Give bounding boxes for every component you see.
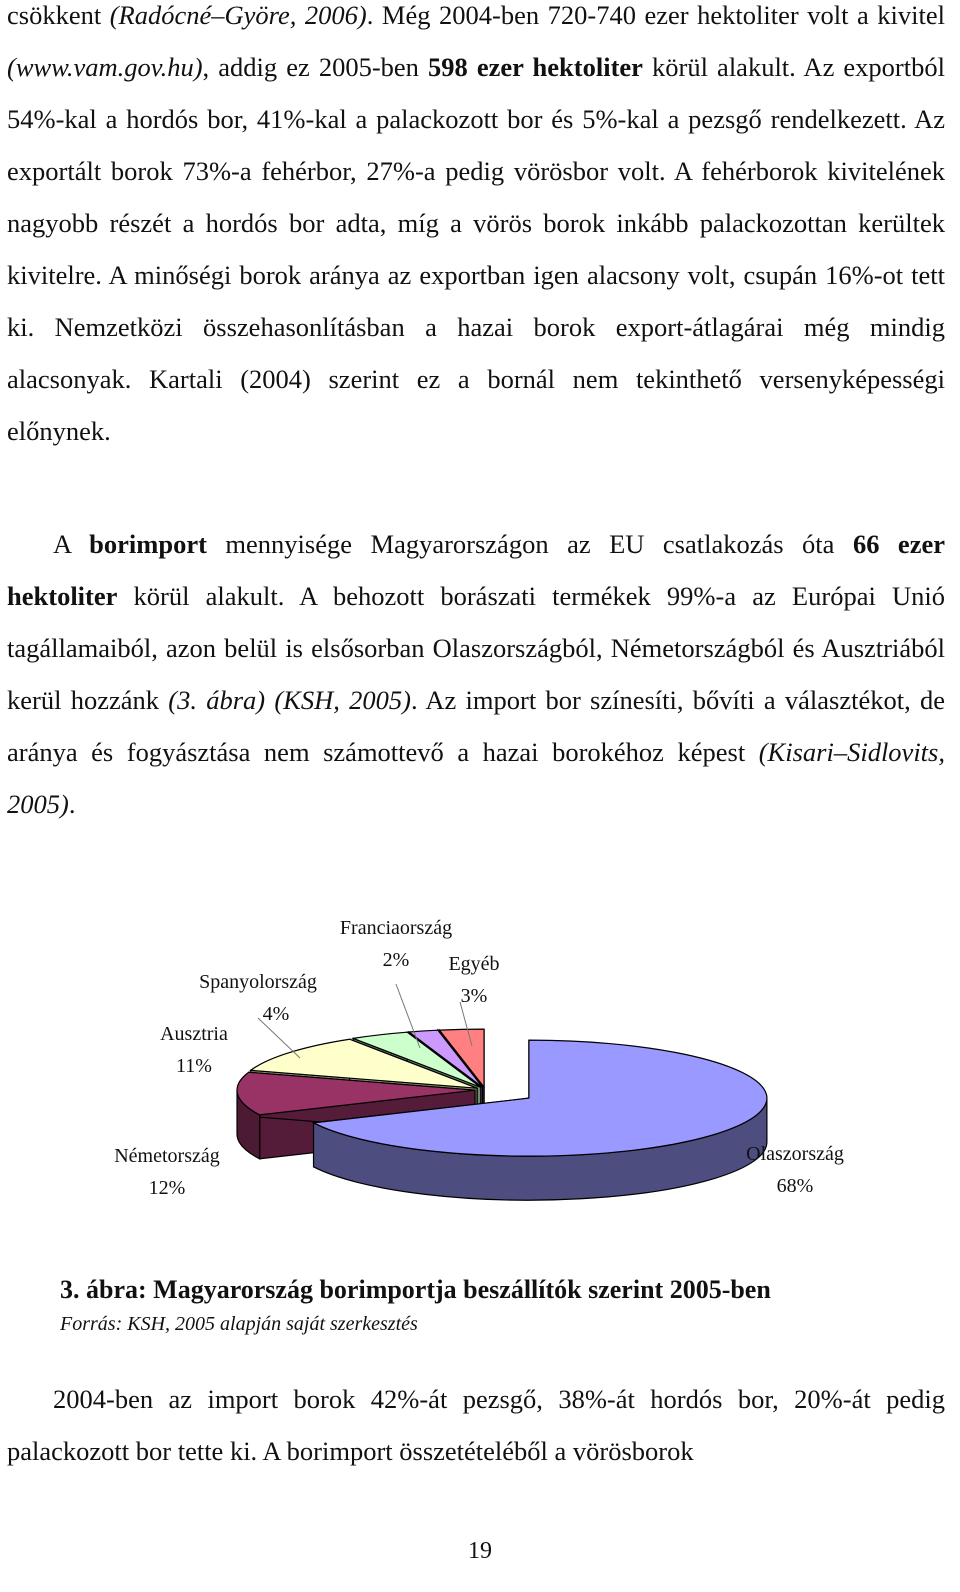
data-label-value: 4% [262, 1003, 290, 1025]
data-label-value: 2% [382, 949, 410, 971]
paragraph-export [7, 0, 945, 457]
text-run: (3. ábra) (KSH, 2005) [168, 685, 411, 715]
text-run: 2004-ben az import borok 42%-át pezsgő, 38%-át hordós bor, 20%-át pedig palackozott bor tette ki. A borimport összetételéből a vörösborok [7, 1384, 945, 1466]
paragraph-composition [7, 1373, 945, 1477]
pie-chart-svg [0, 890, 960, 1240]
text-run: (Kisari–Sidlovits, 2005) [7, 737, 945, 819]
data-label-name: Olaszország [746, 1143, 844, 1165]
text-run: A [53, 529, 90, 559]
text-run: (www.vam.gov.hu) [7, 52, 203, 82]
text-run: 66 ezer hektoliter [7, 529, 945, 611]
data-label-value: 68% [776, 1175, 814, 1197]
page-number: 19 [468, 1538, 492, 1564]
data-label-value: 12% [148, 1177, 186, 1199]
data-label-value: 11% [176, 1055, 212, 1077]
text-run: körül alakult. A behozott borászati termékek 99%-a az Európai Unió tagállamaiból, azon belül is elsősorban Olaszországból, Németországból és Ausztriából kerül hozzánk [7, 581, 945, 715]
text-run: , addig ez 2005-ben [202, 52, 429, 82]
data-label-name: Spanyolország [199, 971, 317, 993]
data-label-name: Németország [114, 1145, 220, 1167]
text-run: (Radócné–Györe, 2006) [109, 0, 367, 30]
paragraph-import [7, 518, 945, 830]
text-run: körül alakult. Az exportból 54%-kal a hordós bor, 41%-kal a palackozott bor és 5%-kal a pezsgő rendelkezett. Az exportált borok 73%-a fehérbor, 27%-a pedig vörösbor volt. A fehérborok kivitelének nagyobb részét a hordós bor adta, míg a vörös borok inkább palackozottan kerültek kivitelre. A minőségi borok aránya az exportban igen alacsony volt, csupán 16%-ot tett ki. Nemzetközi összehasonlításban a hazai borok export-átlagárai még mindig alacsonyak. Kartali (2004) szerint ez a bornál nem tekinthető versenyképességi előnynek. [7, 52, 945, 446]
figure-source: Forrás: KSH, 2005 alapján saját szerkesztés [60, 1313, 418, 1335]
data-label-name: Egyéb [448, 953, 500, 975]
text-run: . Az import bor színesíti, bővíti a választékot, de aránya és fogyásztása nem számottevő a hazai borokéhoz képest [7, 685, 945, 767]
text-run: mennyisége Magyarországon az EU csatlakozás óta [206, 529, 853, 559]
data-label-name: Franciaország [339, 917, 453, 939]
import-pie-chart [0, 890, 960, 1240]
figure-caption: 3. ábra: Magyarország borimportja beszállítók szerint 2005-ben [60, 1275, 771, 1304]
data-label-name: Ausztria [160, 1023, 228, 1045]
text-run: 598 ezer hektoliter [428, 52, 643, 82]
text-run: . Még 2004-ben 720-740 ezer hektoliter volt a kivitel [366, 0, 945, 30]
text-run: borimport [89, 529, 207, 559]
data-label-value: 3% [460, 985, 488, 1007]
text-run: csökkent [7, 0, 110, 30]
text-run: . [68, 789, 76, 819]
